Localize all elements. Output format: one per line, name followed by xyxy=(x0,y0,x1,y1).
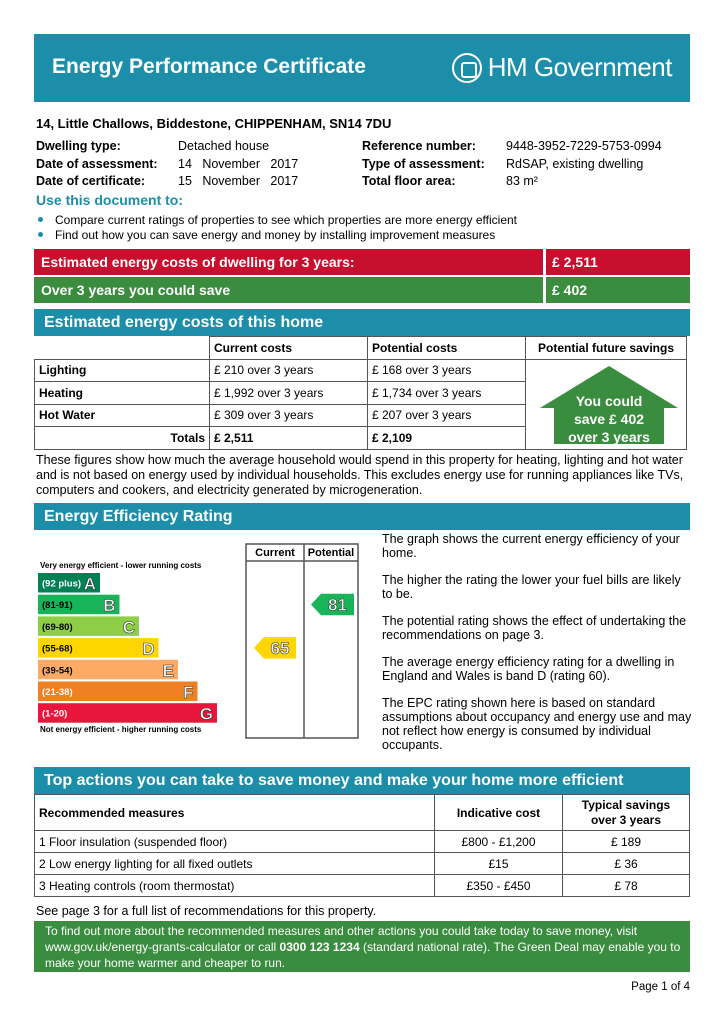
band-range: (92 plus) xyxy=(42,578,82,590)
eer-text: The graph shows the current energy efficiency of your home. xyxy=(382,532,680,560)
info-value: RdSAP, existing dwelling xyxy=(506,156,644,171)
info-value: Detached house xyxy=(178,139,270,153)
save-label: Over 3 years you could save xyxy=(41,282,231,298)
cost-name: Hot Water xyxy=(35,404,210,427)
band-range: (39-54) xyxy=(42,665,73,677)
potential-column-label: Potential xyxy=(307,547,355,559)
property-info xyxy=(36,139,696,192)
table-header-row xyxy=(35,795,690,831)
savings-cell: £ 36 xyxy=(563,853,690,875)
current-column-label: Current xyxy=(255,547,295,559)
savings-cell: £ 78 xyxy=(563,875,690,897)
use-document-title: Use this document to: xyxy=(36,192,184,208)
band-range: (81-91) xyxy=(42,600,73,612)
band-letter: F xyxy=(183,683,194,702)
savings-line: save £ 402 xyxy=(573,411,645,427)
band-letter: G xyxy=(199,704,213,724)
current-rating-value: 65 xyxy=(270,638,290,658)
bullet-dot-icon xyxy=(38,232,43,237)
bullet-text: Find out how you can save energy and money by installing improvement measures xyxy=(55,227,496,242)
phone-number: 0300 123 1234 xyxy=(279,940,360,954)
bullet-item xyxy=(36,212,517,227)
hm-government-text: HM Government xyxy=(487,52,672,82)
info-line: To find out more about the recommended measures and other actions you could take today to save money, visit xyxy=(45,924,638,938)
info-label: Date of certificate: xyxy=(36,174,146,188)
rating-bands xyxy=(38,573,217,724)
info-label: Dwelling type: xyxy=(36,139,121,153)
totals-potential: £ 2,109 xyxy=(368,427,526,450)
savings-line: over 3 years xyxy=(568,429,650,445)
savings-header xyxy=(563,795,690,831)
eer-text: The higher the rating the lower your fuel bills are likely to be. xyxy=(382,573,681,601)
eer-text: The potential rating shows the effect of undertaking the recommendations on page 3. xyxy=(382,614,687,642)
hm-government-logo xyxy=(452,52,672,83)
bullet-item xyxy=(36,227,517,242)
eer-text: The average energy efficiency rating for a dwelling in England and Wales is band D (rating 60). xyxy=(382,655,675,683)
table-row xyxy=(35,831,690,853)
cost-name: Lighting xyxy=(35,359,210,382)
cost-cell: £15 xyxy=(435,853,563,875)
info-value: 83 m² xyxy=(506,174,538,188)
estimated-cost-label: Estimated energy costs of dwelling for 3 years: xyxy=(41,254,355,270)
savings-arrow-text xyxy=(540,392,678,446)
more-info-box xyxy=(34,921,690,972)
info-row xyxy=(36,157,696,175)
band-letter: E xyxy=(162,661,174,681)
savings-header-line: Typical savings xyxy=(581,797,671,812)
info-label: Total floor area: xyxy=(362,174,456,188)
estimated-cost-bar xyxy=(34,249,690,275)
see-page-note: See page 3 for a full list of recommendations for this property. xyxy=(36,904,377,918)
top-label: Very energy efficient - lower running costs xyxy=(40,561,202,570)
band-letter: B xyxy=(103,596,116,616)
info-row xyxy=(36,174,696,192)
savings-line: You could xyxy=(575,393,643,409)
bullet-dot-icon xyxy=(38,217,43,222)
potential-costs-header: Potential costs xyxy=(368,337,526,360)
cost-cell: £800 - £1,200 xyxy=(435,831,563,853)
band-letter: A xyxy=(83,574,96,594)
savings-cell: £ 189 xyxy=(563,831,690,853)
table-header-row xyxy=(35,337,687,360)
info-line: make your home warmer and cheaper to run. xyxy=(45,956,286,970)
band-range: (1-20) xyxy=(42,708,68,720)
costs-explanation: These figures show how much the average household would spend in this property for heating, lighting and hot water and is not based on energy used by individual households. This excludes energy use for running appliances like TVs, computers and cookers, and electricity generated by microgeneration. xyxy=(36,453,684,497)
bottom-label: Not energy efficient - higher running costs xyxy=(40,725,202,734)
cost-potential: £ 1,734 over 3 years xyxy=(368,382,526,405)
info-label: Type of assessment: xyxy=(362,156,485,171)
band-letter: D xyxy=(142,639,155,659)
measure-cell: 1 Floor insulation (suspended floor) xyxy=(35,831,435,853)
info-value: 9448-3952-7229-5753-0994 xyxy=(506,139,662,153)
totals-label: Totals xyxy=(35,427,210,450)
page-number: Page 1 of 4 xyxy=(631,981,690,993)
eer-text: The EPC rating shown here is based on standard assumptions about occupancy and energy use and may not reflect how energy is consumed by individual occupants. xyxy=(382,696,692,752)
info-line xyxy=(45,939,690,955)
cost-header: Indicative cost xyxy=(435,795,563,831)
info-text: (standard national rate). The Green Deal may enable you to xyxy=(359,940,681,954)
info-value: 15 November 2017 xyxy=(178,174,299,188)
info-row xyxy=(36,139,696,157)
measure-cell: 3 Heating controls (room thermostat) xyxy=(35,875,435,897)
cost-cell: £350 - £450 xyxy=(435,875,563,897)
actions-table xyxy=(34,794,690,897)
costs-section-title: Estimated energy costs of this home xyxy=(34,309,690,336)
totals-current: £ 2,511 xyxy=(210,427,368,450)
savings-header-line: over 3 years xyxy=(590,812,662,827)
band-range: (55-68) xyxy=(42,643,73,655)
band-range: (69-80) xyxy=(42,621,73,633)
bullet-text: Compare current ratings of properties to see which properties are more energy efficient xyxy=(55,212,518,227)
empty-header xyxy=(35,337,210,360)
potential-rating-value: 81 xyxy=(328,595,347,615)
measure-cell: 2 Low energy lighting for all fixed outlets xyxy=(35,853,435,875)
info-value: 14 November 2017 xyxy=(178,156,299,171)
table-row xyxy=(35,875,690,897)
cost-current: £ 309 over 3 years xyxy=(210,404,368,427)
info-label: Date of assessment: xyxy=(36,156,158,171)
save-value: £ 402 xyxy=(552,282,588,298)
header-banner xyxy=(34,34,690,102)
crest-icon xyxy=(452,53,482,83)
table-row xyxy=(35,853,690,875)
future-savings-header: Potential future savings xyxy=(526,337,687,360)
info-label: Reference number: xyxy=(362,139,476,153)
cost-potential: £ 168 over 3 years xyxy=(368,359,526,382)
cost-current: £ 1,992 over 3 years xyxy=(210,382,368,405)
measure-header: Recommended measures xyxy=(35,795,435,831)
page-title: Energy Performance Certificate xyxy=(52,55,366,78)
cost-potential: £ 207 over 3 years xyxy=(368,404,526,427)
actions-section-title: Top actions you can take to save money and make your home more efficient xyxy=(34,767,690,794)
band-letter: C xyxy=(122,617,135,637)
band-range: (21-38) xyxy=(42,687,73,698)
estimated-cost-value: £ 2,511 xyxy=(552,254,598,270)
save-bar xyxy=(34,277,690,303)
property-address: 14, Little Challows, Biddestone, CHIPPENHAM, SN14 7DU xyxy=(36,116,392,131)
eer-section-title: Energy Efficiency Rating xyxy=(34,503,690,530)
gov-link[interactable]: www.gov.uk/energy-grants-calculator or call xyxy=(45,940,280,954)
current-costs-header: Current costs xyxy=(210,337,368,360)
eer-explanation xyxy=(382,532,692,765)
use-document-bullets xyxy=(36,212,517,242)
energy-efficiency-chart xyxy=(34,541,362,739)
cost-name: Heating xyxy=(35,382,210,405)
cost-current: £ 210 over 3 years xyxy=(210,359,368,382)
